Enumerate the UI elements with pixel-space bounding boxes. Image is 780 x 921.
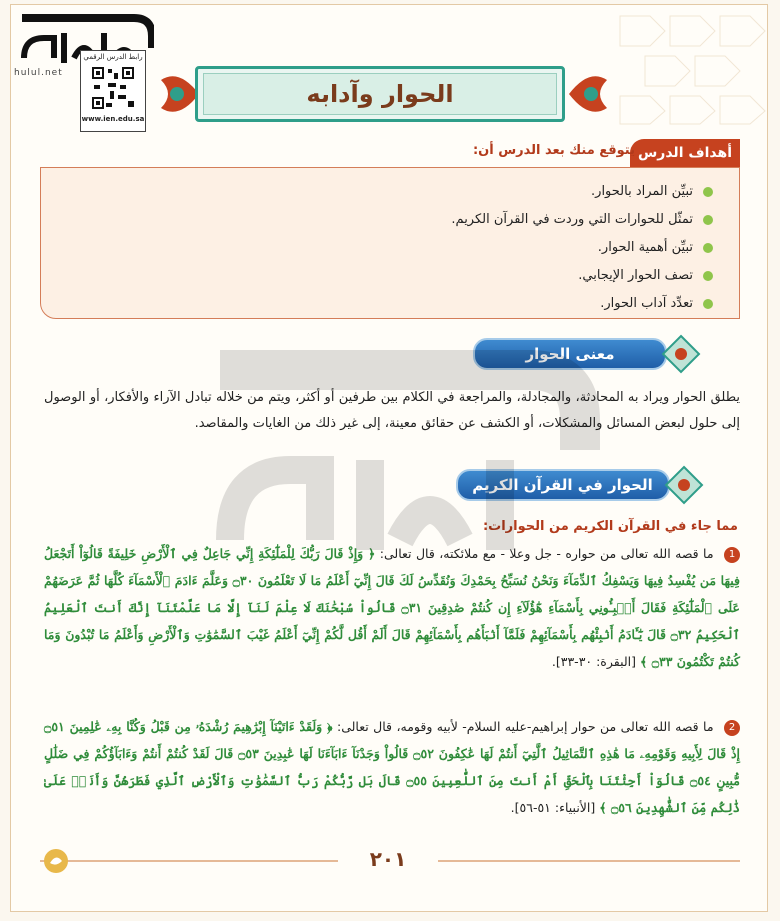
lesson-goals-tab: أهداف الدرس (630, 139, 740, 167)
goals-list (41, 168, 739, 318)
page-number: ٢٠١ (338, 847, 438, 873)
meaning-paragraph: يطلق الحوار ويراد به المحادثة، والمجادلة، والمراجعة في الكلام بين طرفين أو أكثر، ويتم من خلاله تبادل الآراء والأفكار، أو الوصول إلى حلول لبعض المسائل والمشكلات، أو الكشف عن حقائق معينة، إلى غير ذلك من الغايات والمقاصد. (44, 390, 740, 431)
quran-sub-heading: مما جاء في القرآن الكريم من الحوارات: (482, 519, 738, 534)
quran-item-intro: ما قصه الله تعالى من حوار إبراهيم-عليه السلام- لأبيه وقومه، قال تعالى: (336, 719, 714, 734)
quran-verse: ﴿ وَلَقَدْ ءَاتَيْنَآ إِبْرَٰهِيمَ رُشْدَهُۥ مِن قَبْلُ وَكُنَّا بِهِۦ عَٰلِمِينَ ۝٥١ إِذْ قَالَ لِأَبِيهِ وَقَوْمِهِۦ مَا هَٰذِهِ ٱلتَّمَاثِيلُ ٱلَّتِيٓ أَنتُمْ لَهَا عَٰكِفُونَ ۝٥٢ قَالُواْ وَجَدْنَآ ءَابَآءَنَا لَهَا عَٰبِدِينَ ۝٥٣ قَالَ لَقَدْ كُنتُمْ أَنتُمْ وَءَابَآؤُكُمْ فِي ضَلَٰلٍ مُّبِينٍ ۝٥٤ قَالُوٓاْ أَجِئْتَنَا بِٱلْحَقِّ أَمْ أَنتَ مِنَ ٱللَّٰعِبِينَ ۝٥٥ قَالَ بَل رَّبُّكُمْ رَبُّ ٱلسَّمَٰوَٰتِ وَٱلْأَرْضِ ٱلَّذِي فَطَرَهُنَّ وَأَنَا۠ عَلَىٰ ذَٰلِكُم مِّنَ ٱلشَّٰهِدِينَ ۝٥٦ ﴾ (44, 719, 740, 815)
goals-intro: يتوقع منك بعد الدرس أن: (472, 143, 635, 158)
goal-item: تعدِّد آداب الحوار. (41, 290, 713, 318)
meaning-heading-text: معنى الحوار (525, 345, 615, 363)
logo-text: hulul.net (14, 68, 63, 78)
goal-item: تصف الحوار الإيجابي. (41, 262, 713, 290)
quran-item-intro: ما قصه الله تعالى من حواره - جل وعلا - مع ملائكته، قال تعالى: (379, 546, 714, 561)
banner-ornament-icon (659, 334, 703, 374)
verse-reference: [الأنبياء: ٥١-٥٦]. (510, 800, 596, 815)
quran-heading-text: الحوار في القرآن الكريم (472, 476, 653, 494)
footer-leaf-icon (43, 848, 69, 874)
corner-pattern-top-right (610, 6, 768, 126)
quran-item-1 (44, 540, 740, 675)
qr-caption-top: رابط الدرس الرقمي (83, 53, 143, 61)
lesson-title-frame (195, 66, 565, 122)
item-number-badge: 2 (724, 720, 740, 736)
quran-verse: ﴿ وَإِذْ قَالَ رَبُّكَ لِلْمَلَٰٓئِكَةِ إِنِّي جَاعِلٌ فِي ٱلْأَرْضِ خَلِيفَةً قَالُوٓاْ أَتَجْعَلُ فِيهَا مَن يُفْسِدُ فِيهَا وَيَسْفِكُ ٱلدِّمَآءَ وَنَحْنُ نُسَبِّحُ بِحَمْدِكَ وَنُقَدِّسُ لَكَ قَالَ إِنِّيٓ أَعْلَمُ مَا لَا تَعْلَمُونَ ۝٣٠ وَعَلَّمَ ءَادَمَ ٱلْأَسْمَآءَ كُلَّهَا ثُمَّ عَرَضَهُمْ عَلَى ٱلْمَلَٰٓئِكَةِ فَقَالَ أَنۢبِـُٔونِي بِأَسْمَآءِ هَٰٓؤُلَآءِ إِن كُنتُمْ صَٰدِقِينَ ۝٣١ قَالُواْ سُبْحَٰنَكَ لَا عِلْمَ لَنَآ إِلَّا مَا عَلَّمْتَنَآ إِنَّكَ أَنتَ ٱلْعَلِيمُ ٱلْحَكِيمُ ۝٣٢ قَالَ يَٰٓـَٔادَمُ أَنۢبِئْهُم بِأَسْمَآئِهِمْ فَلَمَّآ أَنۢبَأَهُم بِأَسْمَآئِهِمْ قَالَ أَلَمْ أَقُل لَّكُمْ إِنِّيٓ أَعْلَمُ غَيْبَ ٱلسَّمَٰوَٰتِ وَٱلْأَرْضِ وَأَعْلَمُ مَا تُبْدُونَ وَمَا كُنتُمْ تَكْتُمُونَ ۝٣٣ ﴾ (44, 546, 740, 669)
lesson-title-band (155, 60, 610, 128)
goal-item: تمثّل للحوارات التي وردت في القرآن الكريم. (41, 206, 713, 234)
quran-banner (440, 465, 685, 505)
goals-box (40, 167, 740, 319)
quran-heading (456, 469, 670, 501)
quran-item-2 (44, 713, 740, 821)
title-ornament-right (565, 60, 613, 128)
lesson-title: الحوار وآدابه (203, 73, 557, 115)
goal-item: تبيِّن أهمية الحوار. (41, 234, 713, 262)
qr-caption-bottom: www.ien.edu.sa (81, 115, 145, 123)
meaning-banner (455, 334, 685, 374)
banner-ornament-icon (662, 465, 706, 505)
item-number-badge: 1 (724, 547, 740, 563)
lesson-qr-code[interactable] (80, 50, 146, 132)
meaning-heading (473, 338, 667, 370)
goal-item: تبيِّن المراد بالحوار. (41, 178, 713, 206)
verse-reference: [البقرة: ٣٠-٣٣]. (551, 654, 637, 669)
qr-code-icon (90, 65, 136, 111)
